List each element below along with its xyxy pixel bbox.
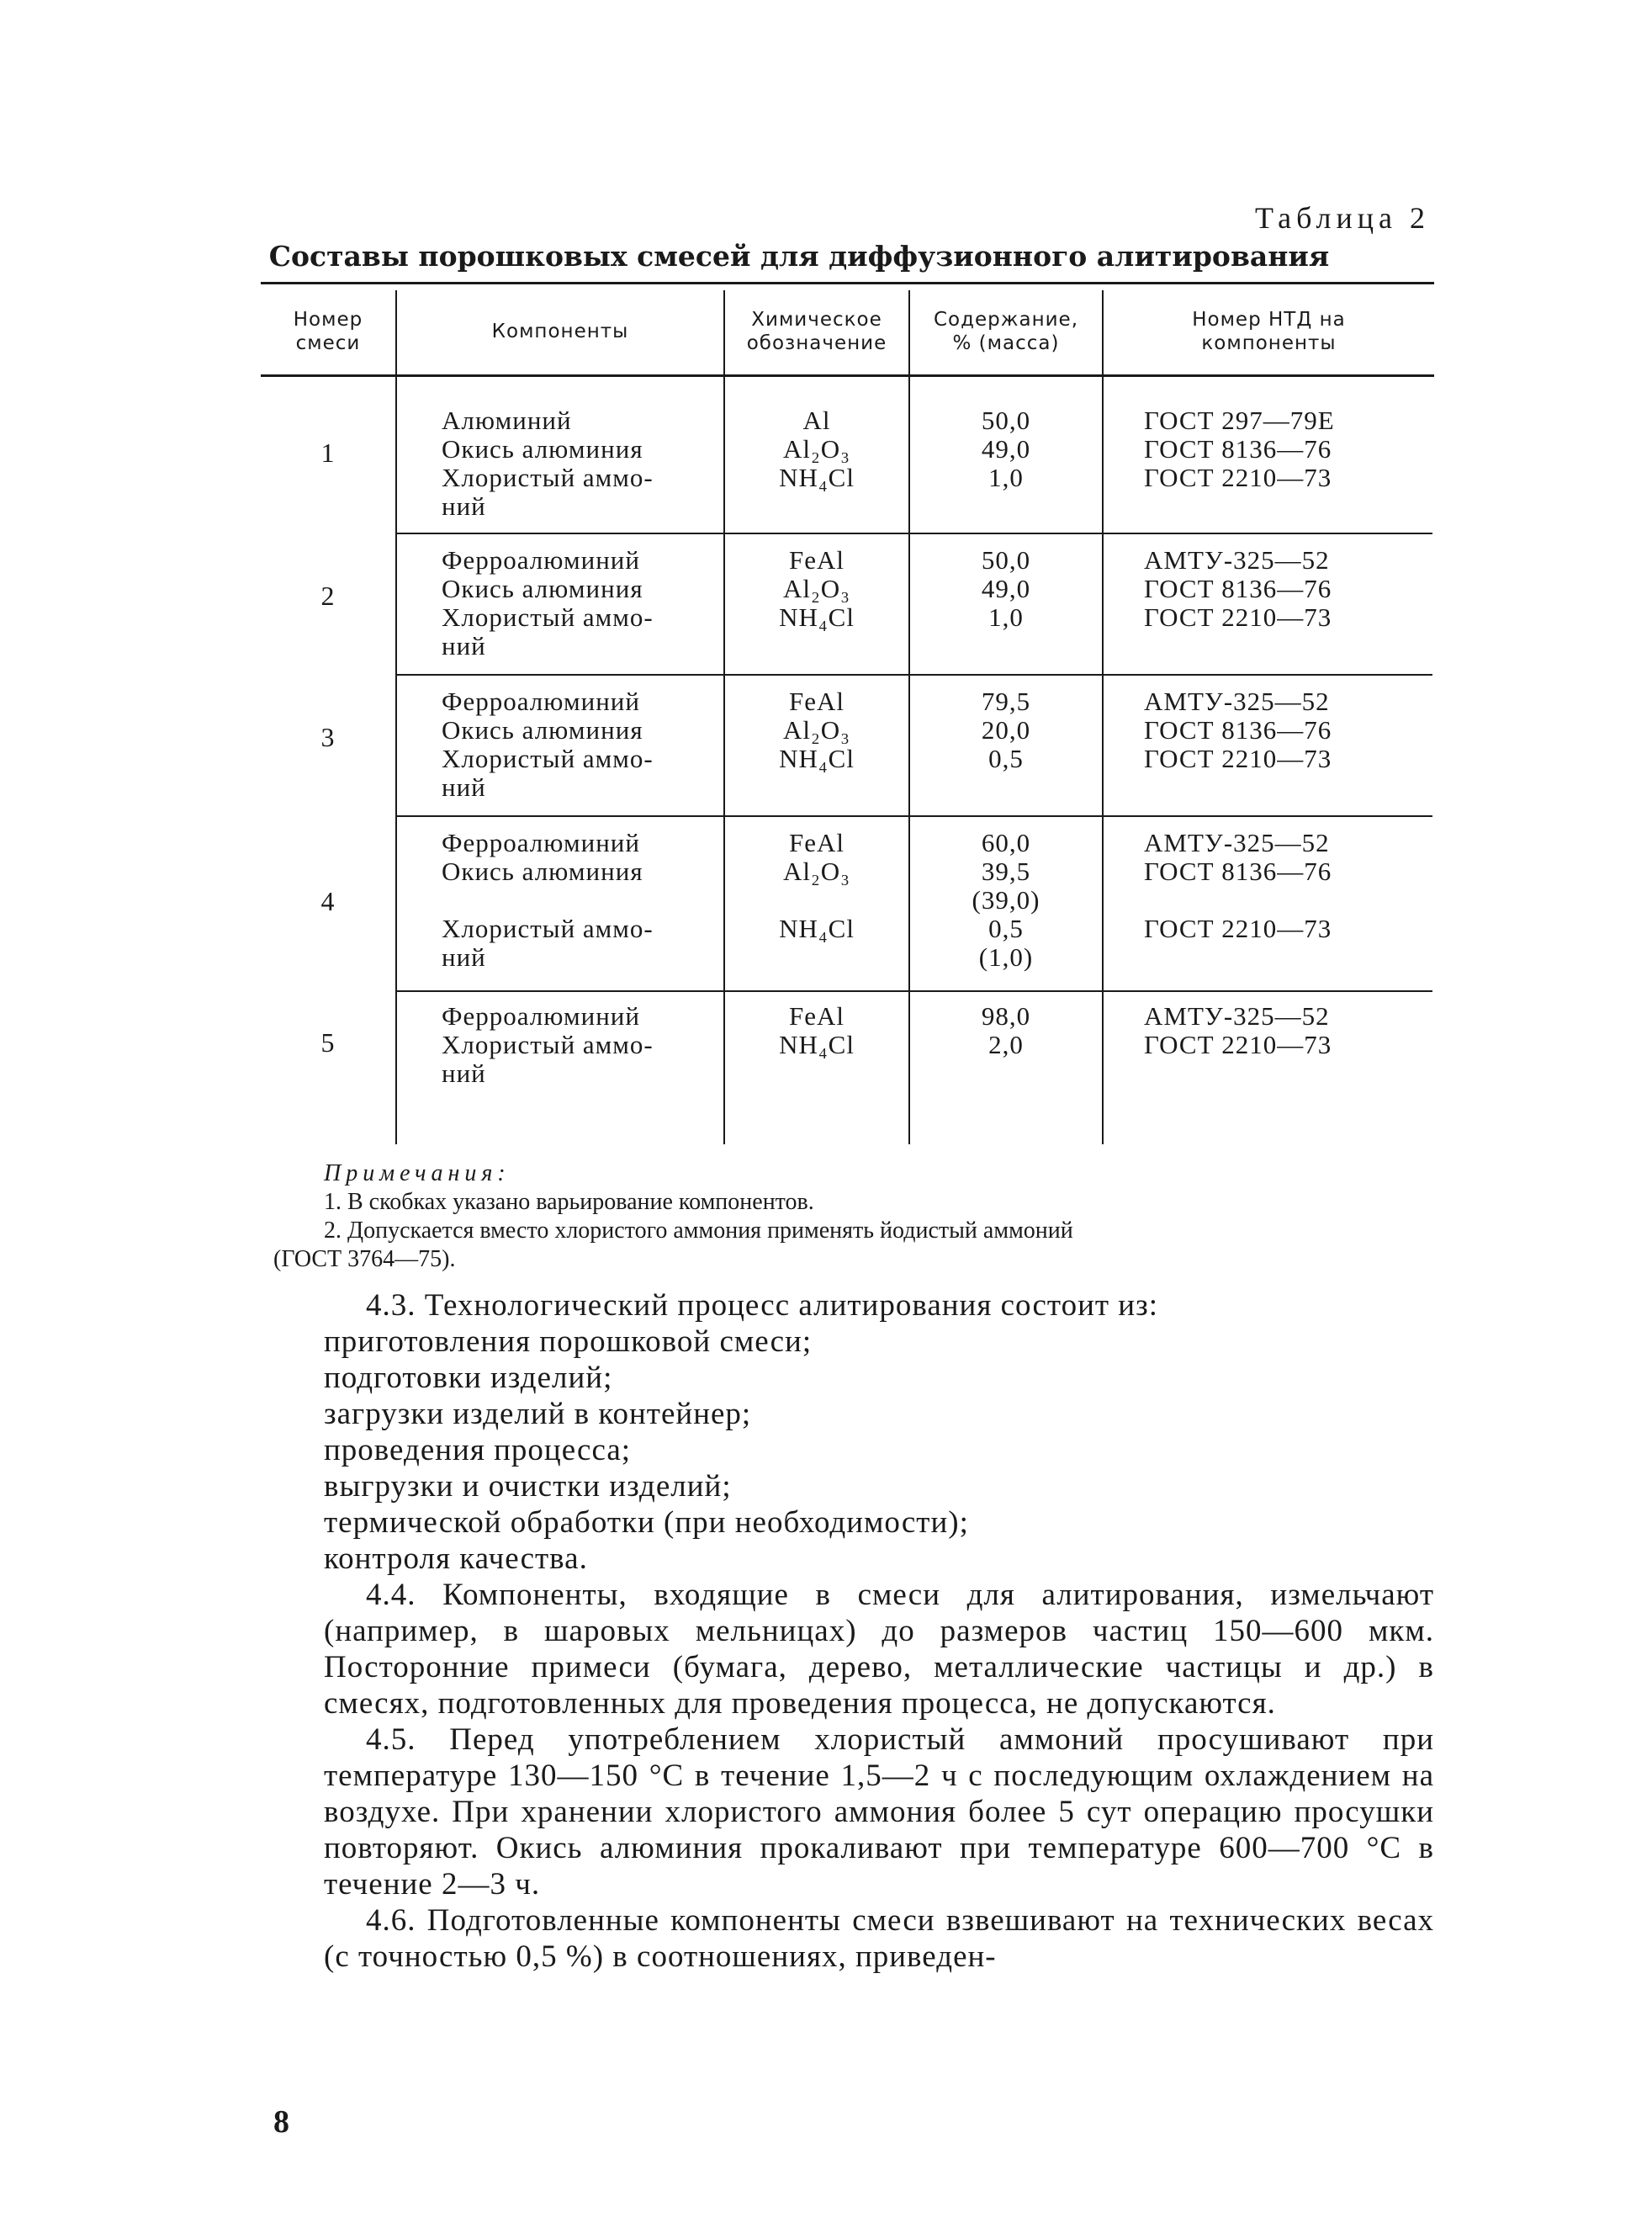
note-2: 2. Допускается вместо хлористого аммония применять йодистый аммоний: [324, 1217, 1073, 1244]
row4-content: 60,0 39,5 (39,0) 0,5 (1,0): [972, 828, 1040, 972]
note-2-continuation: (ГОСТ 3764—75).: [273, 1246, 456, 1272]
row3-chemical: FeAl Al₂O₃ NH₄Cl: [779, 687, 855, 773]
list-item: подготовки изделий;: [324, 1361, 613, 1395]
row2-content: 50,0 49,0 1,0: [981, 545, 1031, 632]
row3-standard: АМТУ-325—52 ГОСТ 8136—76 ГОСТ 2210—73: [1144, 687, 1332, 773]
paragraph-4-4: 4.4. Компоненты, входящие в смеси для алитирования, измельчают (например, в шаровых мельницах) до размеров частиц 150—600 мкм. Посторонние примеси (бумага, дерево, металлические частицы и др.) в смесях, подготовленных для проведения процесса, не допускаются.: [324, 1578, 1434, 1721]
row1-content: 50,0 49,0 1,0: [981, 406, 1031, 492]
row5-standard: АМТУ-325—52 ГОСТ 2210—73: [1144, 1001, 1332, 1059]
row2-number: 2: [320, 581, 336, 611]
row1-number: 1: [320, 438, 336, 468]
paragraph-4-5: 4.5. Перед употреблением хлористый аммоний просушивают при температуре 130—150 °С в течение 1,5—2 ч с последующим охлаждением на воздухе. При хранении хлористого аммония более 5 сут операцию просушки повторяют. Окись алюминия прокаливают при температуре 600—700 °С в течение 2—3 ч.: [324, 1722, 1434, 1902]
paragraph-4-3: 4.3. Технологический процесс алитирования состоит из:: [366, 1288, 1158, 1323]
row3-number: 3: [320, 722, 336, 752]
list-item: проведения процесса;: [324, 1433, 632, 1467]
table-header-rule: [261, 374, 1434, 377]
row-separator: [395, 533, 1432, 534]
list-item: контроля качества.: [324, 1541, 588, 1576]
table-label: Таблица 2: [1255, 201, 1430, 235]
page-number: 8: [273, 2104, 289, 2140]
table-title: Составы порошковых смесей для диффузионного алитирования: [268, 240, 1330, 273]
notes-heading: Примечания:: [324, 1160, 511, 1186]
body-text: [324, 1287, 1434, 1975]
composition-table: [261, 282, 1434, 1157]
row4-number: 4: [320, 886, 336, 916]
header-chemical: Химическое обозначение: [746, 309, 887, 354]
row3-components: Ферроалюминий Окись алюминия Хлористый аммо- ний: [442, 687, 654, 802]
column-rule: [1102, 290, 1104, 1144]
table-top-rule: [261, 282, 1434, 284]
row5-chemical: FeAl NH₄Cl: [779, 1001, 855, 1059]
row1-standard: ГОСТ 297—79Е ГОСТ 8136—76 ГОСТ 2210—73: [1144, 406, 1335, 492]
row4-chemical: FeAl Al₂O₃ NH₄Cl: [779, 828, 855, 943]
column-rule: [395, 290, 397, 1144]
list-item: термической обработки (при необходимости);: [324, 1505, 969, 1540]
paragraph-4-6: 4.6. Подготовленные компоненты смеси взвешивают на технических весах (с точностью 0,5 %) в соотношениях, приведен-: [324, 1903, 1434, 1974]
row-separator: [395, 815, 1432, 817]
header-content: Содержание, % (масса): [933, 309, 1079, 354]
row4-components: Ферроалюминий Окись алюминия Хлористый аммо- ний: [442, 828, 654, 972]
list-item: приготовления порошковой смеси;: [324, 1324, 813, 1359]
list-item: выгрузки и очистки изделий;: [324, 1469, 732, 1504]
list-item: загрузки изделий в контейнер;: [324, 1397, 752, 1431]
row2-chemical: FeAl Al₂O₃ NH₄Cl: [779, 545, 855, 632]
table-notes: [273, 1159, 1434, 1274]
row5-components: Ферроалюминий Хлористый аммо- ний: [442, 1001, 654, 1088]
row5-content: 98,0 2,0: [981, 1001, 1031, 1059]
row2-components: Ферроалюминий Окись алюминия Хлористый аммо- ний: [442, 545, 654, 660]
note-1: 1. В скобках указано варьирование компонентов.: [324, 1189, 814, 1215]
row4-standard: АМТУ-325—52 ГОСТ 8136—76 ГОСТ 2210—73: [1144, 828, 1332, 943]
row1-chemical: Al Al₂O₃ NH₄Cl: [779, 406, 855, 492]
row1-components: Алюминий Окись алюминия Хлористый аммо- ний: [442, 406, 654, 521]
row3-content: 79,5 20,0 0,5: [981, 687, 1031, 773]
row5-number: 5: [320, 1027, 336, 1058]
row-separator: [395, 990, 1432, 992]
row2-standard: АМТУ-325—52 ГОСТ 8136—76 ГОСТ 2210—73: [1144, 545, 1332, 632]
header-components: Компоненты: [491, 321, 629, 343]
header-mix-number: Номер смеси: [293, 309, 363, 354]
row-separator: [395, 674, 1432, 676]
header-standard: Номер НТД на компоненты: [1192, 309, 1346, 354]
